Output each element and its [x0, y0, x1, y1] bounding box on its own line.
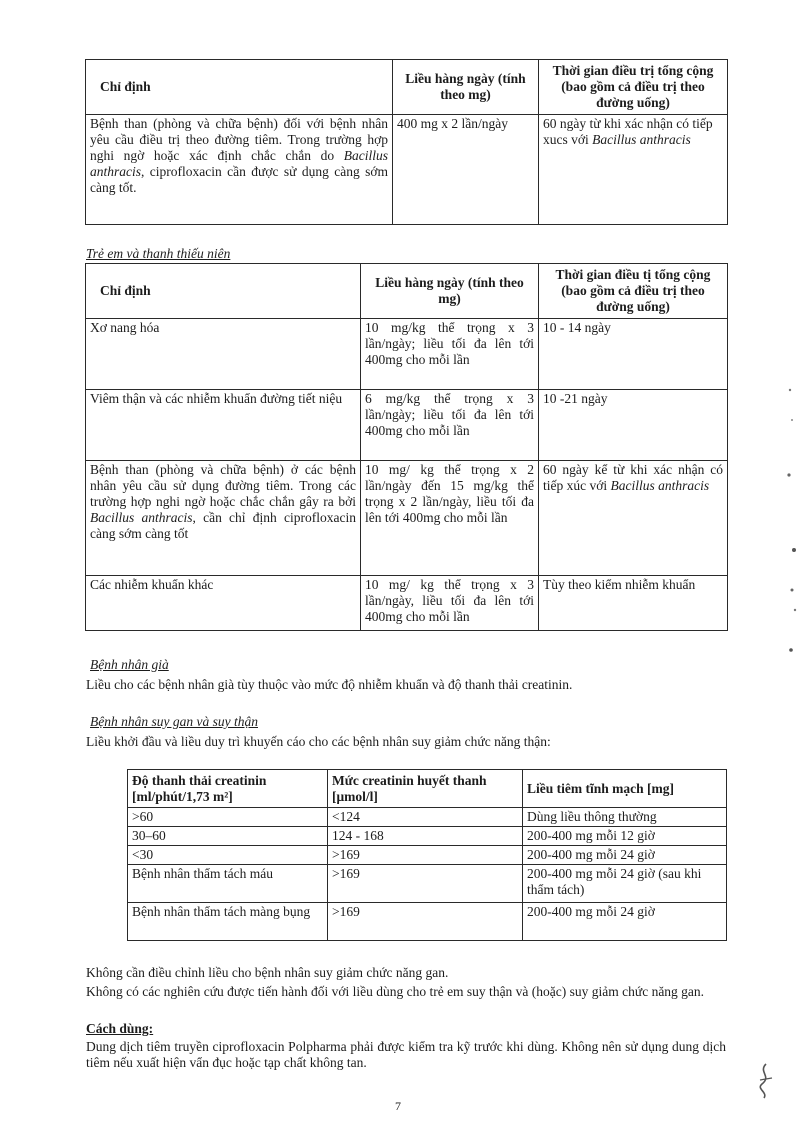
- adult-header-duration: Thời gian điều trị tổng cộng (bao gồm cả điều trị theo đường uống): [539, 60, 728, 115]
- page-number: 7: [395, 1099, 401, 1113]
- liver-text-2: Không có các nghiên cứu được tiến hành đối với liều dùng cho trẻ em suy thận và (hoặc) suy giảm chức năng gan.: [86, 984, 705, 999]
- children-indication-cell: Bệnh than (phòng và chữa bệnh) ở các bệnh nhân yêu cầu sử dụng đường tiêm. Trong các trường hợp nghi ngờ hoặc chắc chắn gây ra bởi Bacillus anthracis, cần chỉ định ciprofloxacin càng sớm càng tốt: [86, 461, 361, 576]
- children-dose-cell: 10 mg/ kg thể trọng x 2 lần/ngày đến 15 mg/kg thể trọng x 2 lần/ngày, liều tối đa lên tới 400mg cho mỗi lần: [361, 461, 539, 576]
- children-indication-cell: Các nhiễm khuẩn khác: [86, 576, 361, 631]
- children-duration-cell: 10 - 14 ngày: [539, 319, 728, 390]
- elderly-heading: Bệnh nhân già: [90, 657, 169, 672]
- usage-heading: Cách dùng:: [86, 1021, 154, 1036]
- table-row: [128, 808, 727, 827]
- renal-cell: Dùng liều thông thường: [523, 808, 727, 827]
- children-duration-cell: 10 -21 ngày: [539, 390, 728, 461]
- table-row: [86, 576, 728, 631]
- usage-text: Dung dịch tiêm truyền ciprofloxacin Polpharma phải được kiểm tra kỹ trước khi dùng. Không nên sử dụng dung dịch tiêm nếu xuất hiện vẩn đục hoặc tạp chất không tan.: [86, 1039, 726, 1070]
- renal-cell: 200-400 mg mỗi 24 giờ (sau khi thẩm tách): [523, 865, 727, 903]
- renal-cell: >169: [328, 865, 523, 903]
- renal-cell: Bệnh nhân thẩm tách máu: [128, 865, 328, 903]
- adult-dosage-table: [85, 59, 728, 225]
- children-header-duration: Thời gian điều tị tổng cộng (bao gồm cả điều trị theo đường uống): [539, 264, 728, 319]
- liver-text-1: Không cần điều chỉnh liều cho bệnh nhân suy giảm chức năng gan.: [86, 965, 449, 980]
- children-header-dose: Liều hàng ngày (tính theo mg): [361, 264, 539, 319]
- handwritten-initials-mark: [752, 1062, 780, 1102]
- renal-header-dose: Liều tiêm tĩnh mạch [mg]: [523, 770, 727, 808]
- adult-indication-cell: Bệnh than (phòng và chữa bệnh) đối với bệnh nhân yêu cầu điều trị theo đường tiêm. Trong trường hợp nghi ngờ hoặc xác định chắc chắn do Bacillus anthracis, ciprofloxacin cần được sử dụng càng sớm càng tốt.: [86, 115, 393, 225]
- renal-heading: Bệnh nhân suy gan và suy thận: [90, 714, 258, 729]
- children-duration-cell: 60 ngày kể từ khi xác nhận có tiếp xúc với Bacillus anthracis: [539, 461, 728, 576]
- children-indication-cell: Viêm thận và các nhiễm khuẩn đường tiết niệu: [86, 390, 361, 461]
- children-dosage-table: [85, 263, 728, 631]
- table-row: [128, 846, 727, 865]
- table-row: [86, 319, 728, 390]
- adult-header-indication: Chỉ định: [86, 60, 393, 115]
- table-row: [86, 390, 728, 461]
- margin-specks: [780, 380, 799, 680]
- renal-cell: Bệnh nhân thẩm tách màng bụng: [128, 903, 328, 941]
- renal-text: Liều khởi đầu và liều duy trì khuyến cáo cho các bệnh nhân suy giảm chức năng thận:: [86, 734, 551, 749]
- renal-cell: <124: [328, 808, 523, 827]
- table-row: [128, 865, 727, 903]
- renal-header-clearance: Độ thanh thải creatinin [ml/phút/1,73 m²]: [128, 770, 328, 808]
- children-duration-cell: Tùy theo kiểm nhiễm khuẩn: [539, 576, 728, 631]
- renal-cell: <30: [128, 846, 328, 865]
- renal-cell: 124 - 168: [328, 827, 523, 846]
- adult-duration-cell: 60 ngày từ khi xác nhận có tiếp xucs với Bacillus anthracis: [539, 115, 728, 225]
- renal-cell: >60: [128, 808, 328, 827]
- adult-header-dose: Liều hàng ngày (tính theo mg): [393, 60, 539, 115]
- table-row: [128, 903, 727, 941]
- renal-cell: 30–60: [128, 827, 328, 846]
- table-row: [86, 461, 728, 576]
- renal-cell: 200-400 mg mỗi 24 giờ: [523, 846, 727, 865]
- renal-header-creatinine: Mức creatinin huyết thanh [μmol/l]: [328, 770, 523, 808]
- table-row: [128, 827, 727, 846]
- adult-dose-cell: 400 mg x 2 lần/ngày: [393, 115, 539, 225]
- renal-cell: >169: [328, 903, 523, 941]
- renal-dosage-table: [127, 769, 727, 941]
- elderly-text: Liều cho các bệnh nhân già tùy thuộc vào mức độ nhiễm khuẩn và độ thanh thải creatinin.: [86, 677, 573, 692]
- children-dose-cell: 6 mg/kg thể trọng x 3 lần/ngày; liều tối đa lên tới 400mg cho mỗi lần: [361, 390, 539, 461]
- renal-cell: 200-400 mg mỗi 12 giờ: [523, 827, 727, 846]
- renal-cell: 200-400 mg mỗi 24 giờ: [523, 903, 727, 941]
- children-header-indication: Chỉ định: [86, 264, 361, 319]
- children-dose-cell: 10 mg/kg thể trọng x 3 lần/ngày; liều tối đa lên tới 400mg cho mỗi lần: [361, 319, 539, 390]
- renal-cell: >169: [328, 846, 523, 865]
- children-dose-cell: 10 mg/ kg thể trọng x 3 lần/ngày, liều tối đa lên tới 400mg cho mỗi lần: [361, 576, 539, 631]
- children-section-heading: Trẻ em và thanh thiếu niên: [86, 246, 231, 261]
- children-indication-cell: Xơ nang hóa: [86, 319, 361, 390]
